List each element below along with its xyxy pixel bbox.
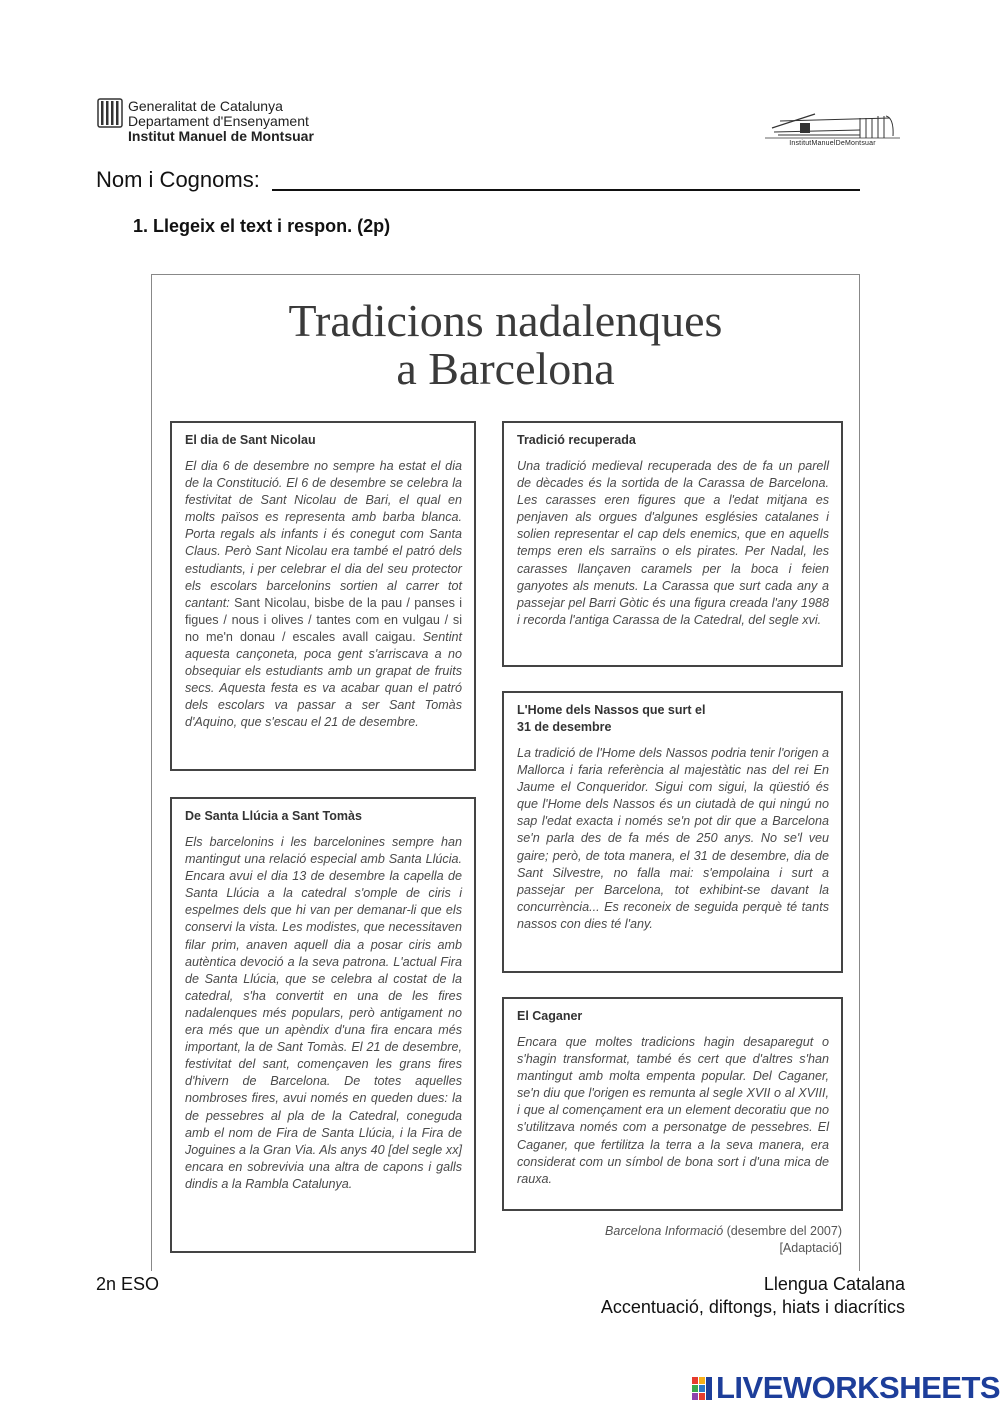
song-lyrics: Sant Nicolau, bisbe de la pau / panses i figues / nous i olives / tantes com en vulgau / si no me'n donau / escales avall caigau. xyxy=(185,595,462,644)
section-text: La tradició de l'Home dels Nassos podria tenir l'origen a Mallorca i faria referència al majestàtic nas del rei En Jaume el Conqueridor. Sigui com sigui, la qüestió és que l'Home dels Nassos és un ciutadà de qui ningú no sap l'edat exacta i només se'n pot dir que a Barcelona se'n parla des de fa més de 250 anys. No se'l veu gaire; però, de tota manera, el 31 de desembre, dia de Sant Silvestre, no falla mai: s'empolaina i surt a passejar per Barcelona, tot exhibint-se davant la concurrència... Es reconeix de seguida perquè té tants nassos con dies té l'any. xyxy=(517,746,829,931)
institution-line1: Generalitat de Catalunya xyxy=(128,98,283,114)
section-santa-llucia xyxy=(170,797,476,1253)
section-el-caganer xyxy=(502,997,843,1211)
section-title: L'Home dels Nassos que surt el 31 de desembre xyxy=(517,703,706,734)
article-scan xyxy=(151,274,860,1271)
section-text: Encara que moltes tradicions hagin desaparegut o s'hagin transformat, també és cert que d'altres s'han mantingut amb molta empenta popular. Del Caganer, se'n diu que l'origen es remunta al segle XVII o al XVIII, i que al començament era un element decoratiu que no s'utilitzava només com a personatge de pessebres. El Caganer, que fertilitza la terra a la seva manera, era considerat com un símbol de bona sort i d'una mica de rauxa. xyxy=(517,1035,829,1186)
section-sant-nicolau xyxy=(170,421,476,771)
footer-topic: Accentuació, diftongs, hiats i diacrítics xyxy=(600,1297,905,1317)
source-note: [Adaptació] xyxy=(779,1241,842,1255)
school-name: Institut Manuel de Montsuar xyxy=(128,128,314,144)
article-title-line2: a Barcelona xyxy=(396,343,615,394)
section-title: El Caganer xyxy=(517,1009,583,1023)
liveworksheets-watermark: LIVEWORKSHEETS xyxy=(716,1370,1000,1405)
section-title: Tradició recuperada xyxy=(517,433,636,447)
source-date: (desembre del 2007) xyxy=(723,1224,842,1238)
source-publication: Barcelona Informació xyxy=(605,1224,724,1238)
article-title xyxy=(152,297,859,393)
article-title-line1: Tradicions nadalenques xyxy=(288,295,723,346)
name-answer-line[interactable] xyxy=(272,189,860,191)
institution-line2: Departament d'Ensenyament xyxy=(128,113,309,129)
liveworksheets-logo-icon xyxy=(692,1377,712,1401)
generalitat-logo-icon xyxy=(97,98,123,128)
section-tradicio-recuperada xyxy=(502,421,843,667)
footer-subject: Llengua Catalana xyxy=(763,1274,905,1294)
section-title: De Santa Llúcia a Sant Tomàs xyxy=(185,809,362,823)
article-source xyxy=(532,1223,842,1257)
school-logo-text: InstitutManuelDeMontsuar xyxy=(789,140,876,147)
section-text: El dia 6 de desembre no sempre ha estat el dia de la Constitució. El 6 de desembre se celebra la festivitat de Sant Nicolau de Bari, el qual en molts països es representa amb barba blanca. Porta regals als infants i és conegut com Santa Claus. Però Sant Nicolau era també el patró dels estudiants, i per celebrar el dia del seu protector els escolars barcelonins sortien al carrer tot cantant: Sant Nicolau, bisbe de la pau / panses i figues / nous i olives / tantes com en vulgau / si no me'n donau / escales avall caigau. Sentint aquesta cançoneta, poca gent s'arriscava a no obsequiar els estudiants amb un grapat de fruits secs. Aquesta festa es va acabar quan el patró dels escolars va passar a ser Sant Tomàs d'Aquino, que s'escau el 21 de desembre. xyxy=(185,459,462,730)
question-heading: 1. Llegeix el text i respon. (2p) xyxy=(133,216,391,236)
school-building-logo-icon xyxy=(760,108,905,158)
section-title: El dia de Sant Nicolau xyxy=(185,433,316,447)
footer-level: 2n ESO xyxy=(96,1274,160,1294)
name-field-label: Nom i Cognoms: xyxy=(96,167,260,192)
section-text: Els barcelonins i les barcelonines sempre han mantingut una relació especial amb Santa Llúcia. Encara avui el dia 13 de desembre la capella de Santa Llúcia a la catedral s'omple de ciris i espelmes dels que hi van per demanar-li que els conservi la vista. Les modistes, que necessitaven filar prim, anaven aquell dia a posar ciris amb autèntica devoció a la seva patrona. L'actual Fira de Santa Llúcia, que se celebra al costat de la catedral, s'ha convertit en una de les fires nadalenques més populars, però antigament no era més que un apèndix d'una fira encara més important, la de Sant Tomàs. El 21 de desembre, festivitat del sant, començaven les grans fires d'hivern de Barcelona. De totes aquelles nombroses fires, avui només en queden dues: la de pessebres al pla de la Catedral, coneguda amb el nom de Fira de Santa Llúcia, i la Fira de Joguines a la Gran Via. Als anys 40 [del segle xx] encara en sobrevivia una altra de capons i galls dindis a la Rambla Catalunya. xyxy=(185,835,462,1191)
section-text: Una tradició medieval recuperada des de fa un parell de dècades és la sortida de la Carassa de Barcelona. Les carasses eren figures que a l'edat mitjana es penjaven als orgues d'algunes esglésies catalanes i solien representar el cap dels enemics, que en aquells temps eren els sarraïns o els pirates. Per Nadal, les carasses llançaven caramels per la boca i feien ganyotes als menuts. La Carassa que surt cada any a passejar pel Barri Gòtic és una figura creada l'any 1988 i recorda l'antiga Carassa de la Catedral, del segle xvi. xyxy=(517,459,829,627)
section-home-dels-nassos xyxy=(502,691,843,973)
